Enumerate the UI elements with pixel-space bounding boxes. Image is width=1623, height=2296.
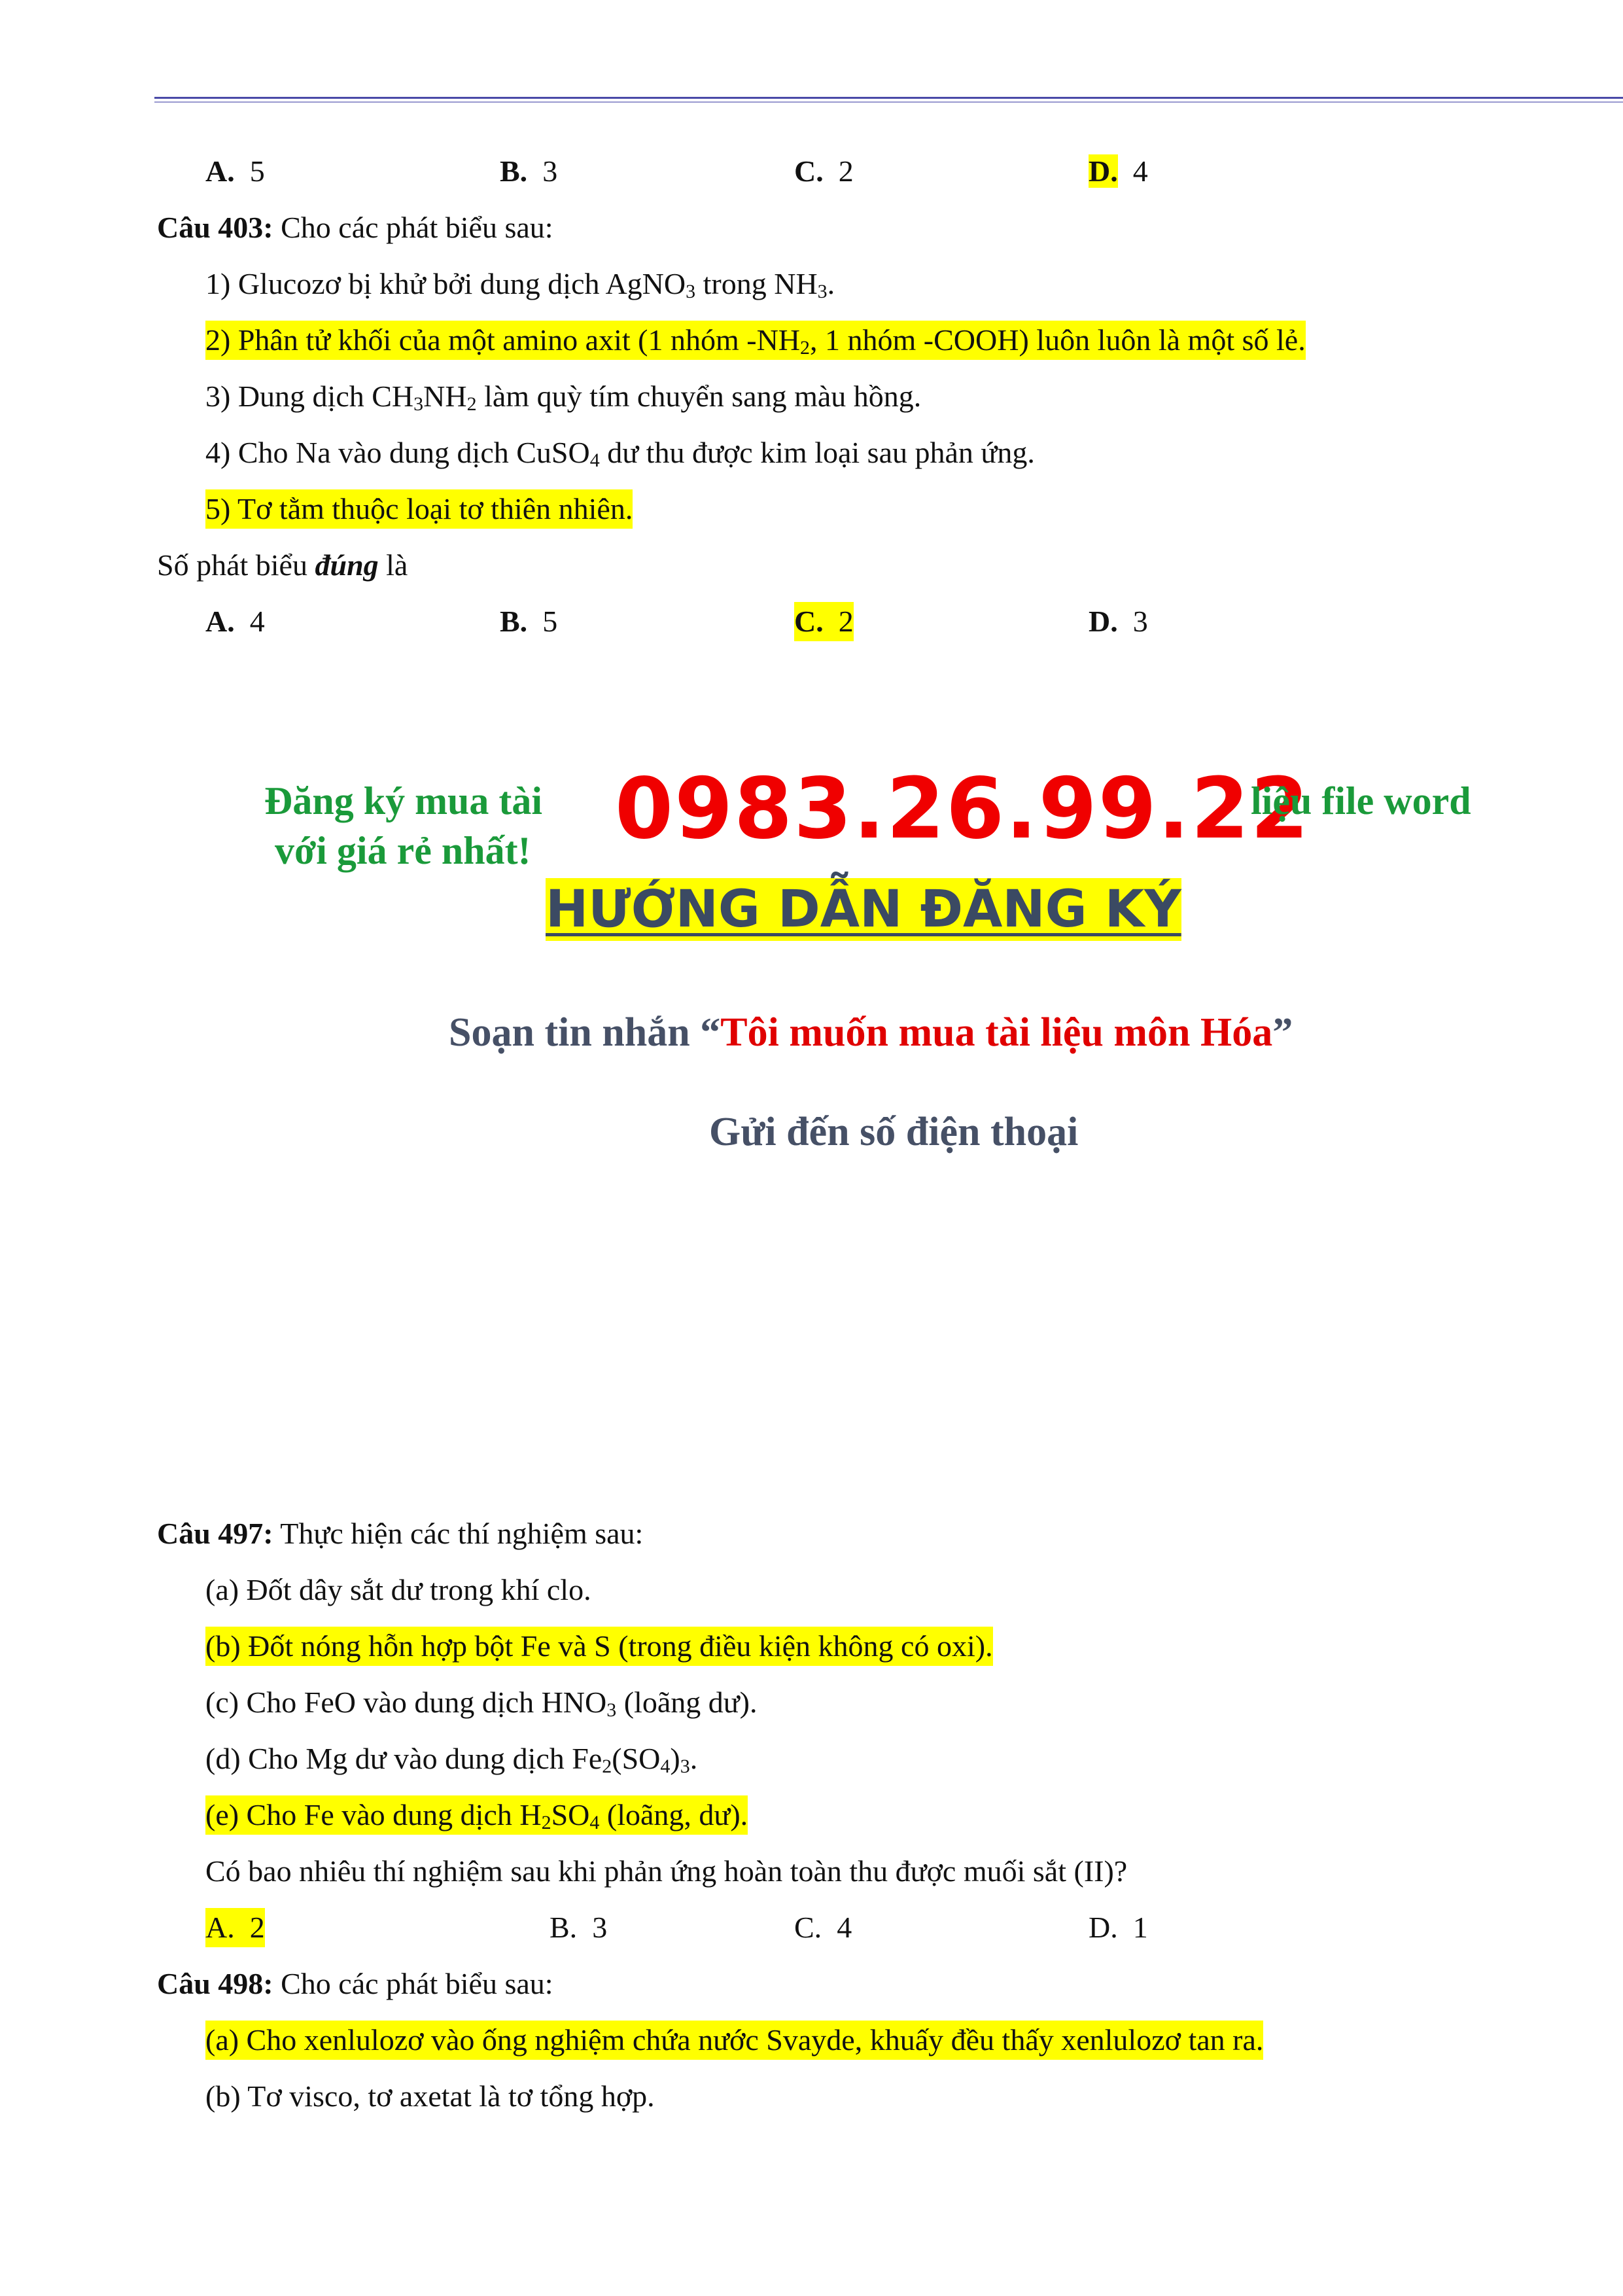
q498-statement-a: (a) Cho xenlulozơ vào ống nghiệm chứa nước Svayde, khuấy đều thấy xenlulozơ tan ra. [205,2021,1263,2060]
ad-sms-instruction: Soạn tin nhắn “Tôi muốn mua tài liệu môn Hóa” [449,1010,1293,1055]
q403-statement-2: 2) Phân tử khối của một amino axit (1 nhóm $-NH_2$, 1 nhóm -COOH) luôn luôn là một số lẻ. [205,321,1306,360]
header-rule [154,97,1623,99]
q498-statement-b: (b) Tơ visco, tơ axetat là tơ tổng hợp. [205,2079,655,2113]
header-rule-thin [154,101,1623,103]
ad-right-text: liệu file word [1251,779,1471,822]
q403-statement-3: 3) Dung dịch $CH_3NH_2$ làm quỳ tím chuyển sang màu hồng. [205,380,922,415]
q403-option-d: D. 3 [1089,605,1148,638]
ad-phone-number: 0983.26.99.22 [615,760,1310,858]
q403-statement-4: 4) Cho Na vào dung dịch CuSO$_4$ dư thu được kim loại sau phản ứng. [205,436,1035,471]
q497-experiment-a: (a) Đốt dây sắt dư trong khí clo. [205,1573,591,1606]
top-option-b: B. 3 [500,154,558,188]
ad-left-line-2: với giá rẻ nhất! [275,829,531,872]
q403-option-b: B. 5 [500,605,558,638]
q403-question: Số phát biểu đúng là [157,548,408,582]
q497-header: Câu 497: Thực hiện các thí nghiệm sau: [157,1517,644,1550]
q498-header: Câu 498: Cho các phát biểu sau: [157,1967,553,2000]
q497-option-c: C. 4 [794,1911,852,1944]
top-option-d: D. 4 [1089,154,1148,188]
q497-experiment-b: (b) Đốt nóng hỗn hợp bột Fe và S (trong điều kiện không có oxi). [205,1627,993,1666]
q403-option-c: C. 2 [794,602,854,641]
q497-option-b: B. 3 [550,1911,608,1944]
ad-guide-title: HƯỚNG DẪN ĐĂNG KÝ [546,878,1181,941]
q497-option-a: A. 2 [205,1908,265,1947]
q403-header: Câu 403: Cho các phát biểu sau: [157,211,553,244]
q403-statement-1: 1) Glucozơ bị khử bởi dung dịch AgNO$_3$ trong $NH_3$. [205,267,835,302]
q497-experiment-e: (e) Cho Fe vào dung dịch $H_2SO_4$ (loãng, dư). [205,1795,748,1835]
ad-send-to: Gửi đến số điện thoại [709,1110,1079,1154]
q497-question: Có bao nhiêu thí nghiệm sau khi phản ứng hoàn toàn thu được muối sắt (II)? [205,1854,1128,1888]
q497-experiment-d: (d) Cho Mg dư vào dung dịch $Fe_2(SO_4)_3$. [205,1742,698,1777]
q497-option-d: D. 1 [1089,1911,1148,1944]
ad-left-line-1: Đăng ký mua tài [264,779,543,822]
q403-option-a: A. 4 [205,605,265,638]
top-option-a: A. 5 [205,154,265,188]
q403-statement-5: 5) Tơ tằm thuộc loại tơ thiên nhiên. [205,489,633,529]
top-option-c: C. 2 [794,154,854,188]
q497-experiment-c: (c) Cho FeO vào dung dịch $HNO_3$ (loãng dư). [205,1686,758,1721]
